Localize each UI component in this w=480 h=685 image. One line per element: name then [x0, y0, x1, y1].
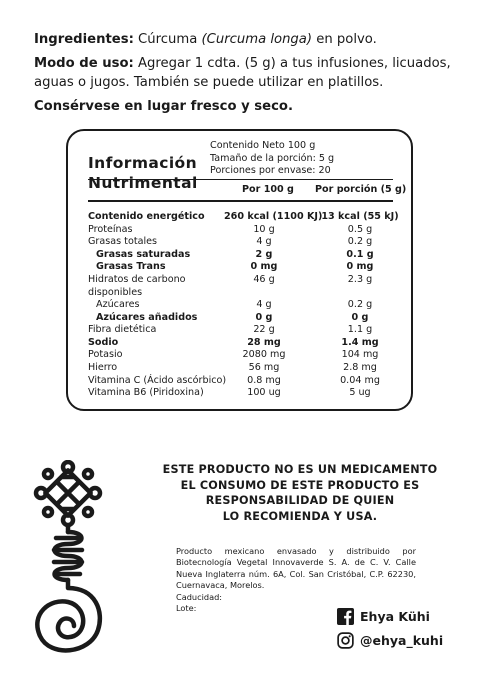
medical-warning: [150, 462, 450, 524]
ingredients-tail: en polvo.: [312, 32, 377, 47]
warning-line1: ESTE PRODUCTO NO ES UN MEDICAMENTO: [162, 463, 438, 476]
table-row: Fibra dietética 22 g 1.1 g: [88, 324, 373, 336]
intro-section: [34, 30, 454, 121]
header-rule: [88, 179, 393, 180]
column-rule: [88, 200, 393, 202]
table-row: Vitamina B6 (Piridoxina) 100 ug 5 ug: [88, 387, 371, 399]
table-row: Hierro 56 mg 2.8 mg: [88, 361, 377, 373]
expiry-label: Caducidad:: [176, 591, 223, 602]
storage-line: Consérvese en lugar fresco y seco.: [34, 99, 293, 114]
brand-knot-logo: [28, 460, 108, 665]
table-row: Azúcares 4 g 0.2 g: [96, 298, 373, 310]
instagram-icon: [337, 632, 354, 649]
facebook-label: Ehya Kühi: [360, 609, 430, 624]
table-row: Vitamina C (Ácido ascórbico) 0.8 mg 0.04 mg: [88, 374, 380, 386]
usage-label: Modo de uso:: [34, 56, 134, 71]
manufacturer-text: Producto mexicano envasado y distribuido por Biotecnología Vegetal Innovaverde S. A. de C. V. Calle Nueva Inglaterra núm. 6A, Col. San Cristóbal, C.P. 62230, Cuernavaca, Morelos.: [176, 546, 416, 591]
net-content: Contenido Neto 100 g: [210, 140, 316, 151]
column-header-portion: Por porción (5 g): [315, 184, 407, 195]
warning-line2: EL CONSUMO DE ESTE PRODUCTO ES: [180, 478, 420, 492]
ingredients-label: Ingredientes:: [34, 32, 134, 47]
table-row: Grasas saturadas 2 g 0.1 g: [96, 248, 374, 260]
facebook-handle[interactable]: [337, 608, 430, 625]
ingredients-italic: (Curcuma longa): [201, 32, 313, 47]
nutrition-title: [88, 153, 198, 193]
manufacturer-info: [176, 546, 416, 614]
ingredients-text: Cúrcuma: [133, 32, 202, 47]
table-row: Azúcares añadidos 0 g 0 g: [96, 311, 369, 323]
instagram-handle[interactable]: [337, 632, 443, 649]
serving-size: Tamaño de la porción: 5 g: [210, 152, 335, 164]
nutrition-title-line1: Información: [88, 154, 198, 172]
usage-text: Agregar 1 cdta. (5 g) a tus infusiones, licuados, aguas o jugos. También se puede utilizar en platillos.: [34, 56, 451, 90]
usage-line: [34, 54, 454, 92]
facebook-icon: [337, 608, 354, 625]
instagram-label: @ehya_kuhi: [360, 633, 444, 648]
nutrition-rows: [88, 211, 398, 400]
column-header-100g: Por 100 g: [242, 184, 294, 195]
table-row: Grasas Trans 0 mg 0 mg: [96, 261, 374, 273]
lot-label: Lote:: [176, 603, 197, 614]
nutrition-title-line2: Nutrimental: [88, 174, 198, 192]
table-row: Grasas totales 4 g 0.2 g: [88, 236, 373, 248]
nutrition-panel: [66, 129, 413, 411]
nutrition-meta: [210, 140, 334, 178]
warning-line4: LO RECOMIENDA Y USA.: [222, 509, 378, 523]
servings-per-package: Porciones por envase: 20: [210, 165, 331, 176]
ingredients-line: [34, 30, 454, 49]
table-row: Proteínas 10 g 0.5 g: [88, 223, 373, 235]
table-row: Hidratos de carbono disponibles 46 g 2.3 g: [88, 273, 373, 298]
warning-line3: RESPONSABILIDAD DE QUIEN: [205, 494, 395, 508]
table-row: Sodio 28 mg 1.4 mg: [88, 336, 379, 348]
table-row: Potasio 2080 mg 104 mg: [88, 349, 379, 361]
table-row: Contenido energético 260 kcal (1100 KJ) 13 kcal (55 kJ): [88, 211, 399, 222]
